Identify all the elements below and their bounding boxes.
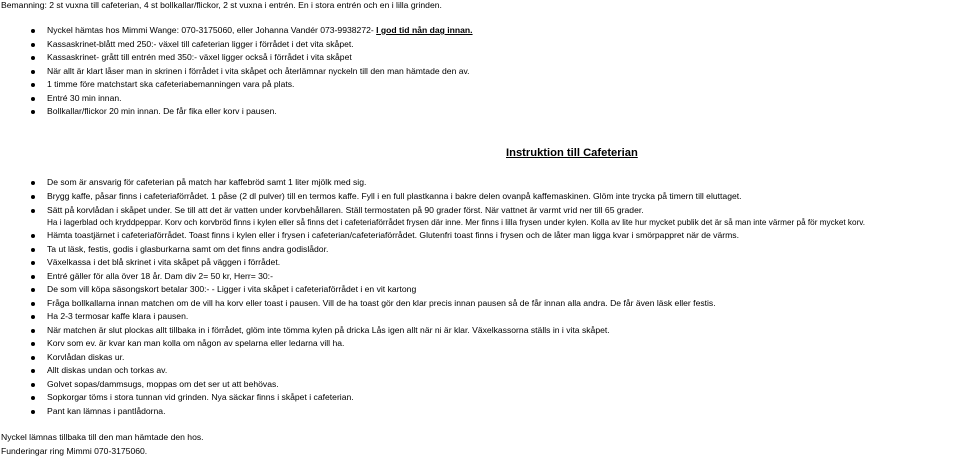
- bullet-icon: [31, 83, 35, 87]
- list-item-continuation: Ha i lagerblad och kryddpeppar. Korv och korvbröd finns i kylen eller så finns det i cafeteriaförrådet frysen där inne. Mer finns i lilla frysen under kylen. Kolla av lite hur mycket publik det är så man inte värmer på för mycket korv.: [47, 218, 866, 227]
- bullet-icon: [31, 302, 35, 306]
- list-item: Sopkorgar töms i stora tunnan vid grinden. Nya säckar finns i skåpet i cafeterian.: [47, 392, 354, 402]
- footer-key-return: Nyckel lämnas tillbaka till den man hämtade den hos.: [1, 432, 204, 442]
- list-item: Växelkassa i det blå skrinet i vita skåpet på väggen i förrådet.: [47, 257, 281, 267]
- list-item: Kassaskrinet- grått till entrén med 350:- växel ligger också i förrådet i vita skåpet: [47, 52, 352, 62]
- bullet-icon: [31, 410, 35, 414]
- emphasis-text: I god tid nån dag innan.: [376, 25, 473, 35]
- list-item: Allt diskas undan och torkas av.: [47, 365, 168, 375]
- bullet-icon: [31, 43, 35, 47]
- list-item: Hämta toastjärnet i cafeteriaförrådet. Toast finns i kylen eller i frysen i cafeterian/cafeteriaförrådet. Glutenfri toast finns i frysen och de låter man ligga kvar i smörpappret när de värms.: [47, 230, 739, 240]
- list-item: 1 timme före matchstart ska cafeteriabemanningen vara på plats.: [47, 79, 295, 89]
- bullet-icon: [31, 70, 35, 74]
- list-item: Korv som ev. är kvar kan man kolla om någon av spelarna eller ledarna vill ha.: [47, 338, 345, 348]
- list-item: Sätt på korvlådan i skåpet under. Se till att det är vatten under korvbehållaren. Ställ termostaten på 90 grader först. När vattnet är varmt vrid ner till 65 grader.: [47, 205, 644, 215]
- list-item: Brygg kaffe, påsar finns i cafeteriaförrådet. 1 påse (2 dl pulver) till en termos kaffe. Fyll i en full plastkanna i bakre delen ovanpå kaffemaskinen. Glöm inte trycka på timern till eluttaget.: [47, 191, 742, 201]
- bullet-icon: [31, 356, 35, 360]
- page-title: Instruktion till Cafeterian: [506, 147, 638, 159]
- bullet-icon: [31, 29, 35, 33]
- list-item: När matchen är slut plockas allt tillbaka in i förrådet, glöm inte tömma kylen på dricka Lås igen allt när ni är klar. Växelkassorna ställs in i vita skåpet.: [47, 325, 610, 335]
- list-item: De som är ansvarig för cafeterian på match har kaffebröd samt 1 liter mjölk med sig.: [47, 177, 367, 187]
- list-item: Ta ut läsk, festis, godis i glasburkarna samt om det finns andra godislådor.: [47, 244, 329, 254]
- list-item: Fråga bollkallarna innan matchen om de vill ha korv eller toast i pausen. Vill de ha toast gör den klar precis innan pausen så de får innan alla andra. De får även läsk eller festis.: [47, 298, 716, 308]
- bullet-icon: [31, 383, 35, 387]
- bullet-icon: [31, 234, 35, 238]
- bullet-icon: [31, 181, 35, 185]
- bullet-icon: [31, 369, 35, 373]
- list-item: När allt är klart låser man in skrinen i förrådet i vita skåpet och återlämnar nyckeln till den man hämtade den av.: [47, 66, 470, 76]
- bullet-icon: [31, 329, 35, 333]
- bullet-icon: [31, 209, 35, 213]
- bullet-icon: [31, 315, 35, 319]
- bullet-icon: [31, 288, 35, 292]
- bullet-icon: [31, 195, 35, 199]
- staffing-intro: Bemanning: 2 st vuxna till cafeterian, 4 st bollkallar/flickor, 2 st vuxna i entrén. En i stora entrén och en i lilla grinden.: [1, 0, 442, 10]
- bullet-icon: [31, 56, 35, 60]
- list-item: Pant kan lämnas i pantlådorna.: [47, 406, 166, 416]
- list-item: Entré gäller för alla över 18 år. Dam div 2= 50 kr, Herr= 30:-: [47, 271, 273, 281]
- bullet-icon: [31, 261, 35, 265]
- list-item: Kassaskrinet-blått med 250:- växel till cafeterian ligger i förrådet i det vita skåpet.: [47, 39, 354, 49]
- list-item: Nyckel hämtas hos Mimmi Wange: 070-3175060, eller Johanna Vandér 073-9938272- I god tid nån dag innan.: [47, 25, 473, 35]
- list-item: Entré 30 min innan.: [47, 93, 122, 103]
- list-item: Bollkallar/flickor 20 min innan. De får fika eller korv i pausen.: [47, 106, 277, 116]
- bullet-icon: [31, 396, 35, 400]
- bullet-icon: [31, 110, 35, 114]
- list-item: Ha 2-3 termosar kaffe klara i pausen.: [47, 311, 189, 321]
- bullet-icon: [31, 97, 35, 101]
- bullet-icon: [31, 248, 35, 252]
- bullet-icon: [31, 275, 35, 279]
- list-item: Korvlådan diskas ur.: [47, 352, 125, 362]
- bullet-icon: [31, 342, 35, 346]
- footer-contact: Funderingar ring Mimmi 070-3175060.: [1, 446, 148, 456]
- list-item: Golvet sopas/dammsugs, moppas om det ser ut att behövas.: [47, 379, 279, 389]
- list-item: De som vill köpa säsongskort betalar 300:- - Ligger i vita skåpet i cafeteriaförrådet i en vit kartong: [47, 284, 417, 294]
